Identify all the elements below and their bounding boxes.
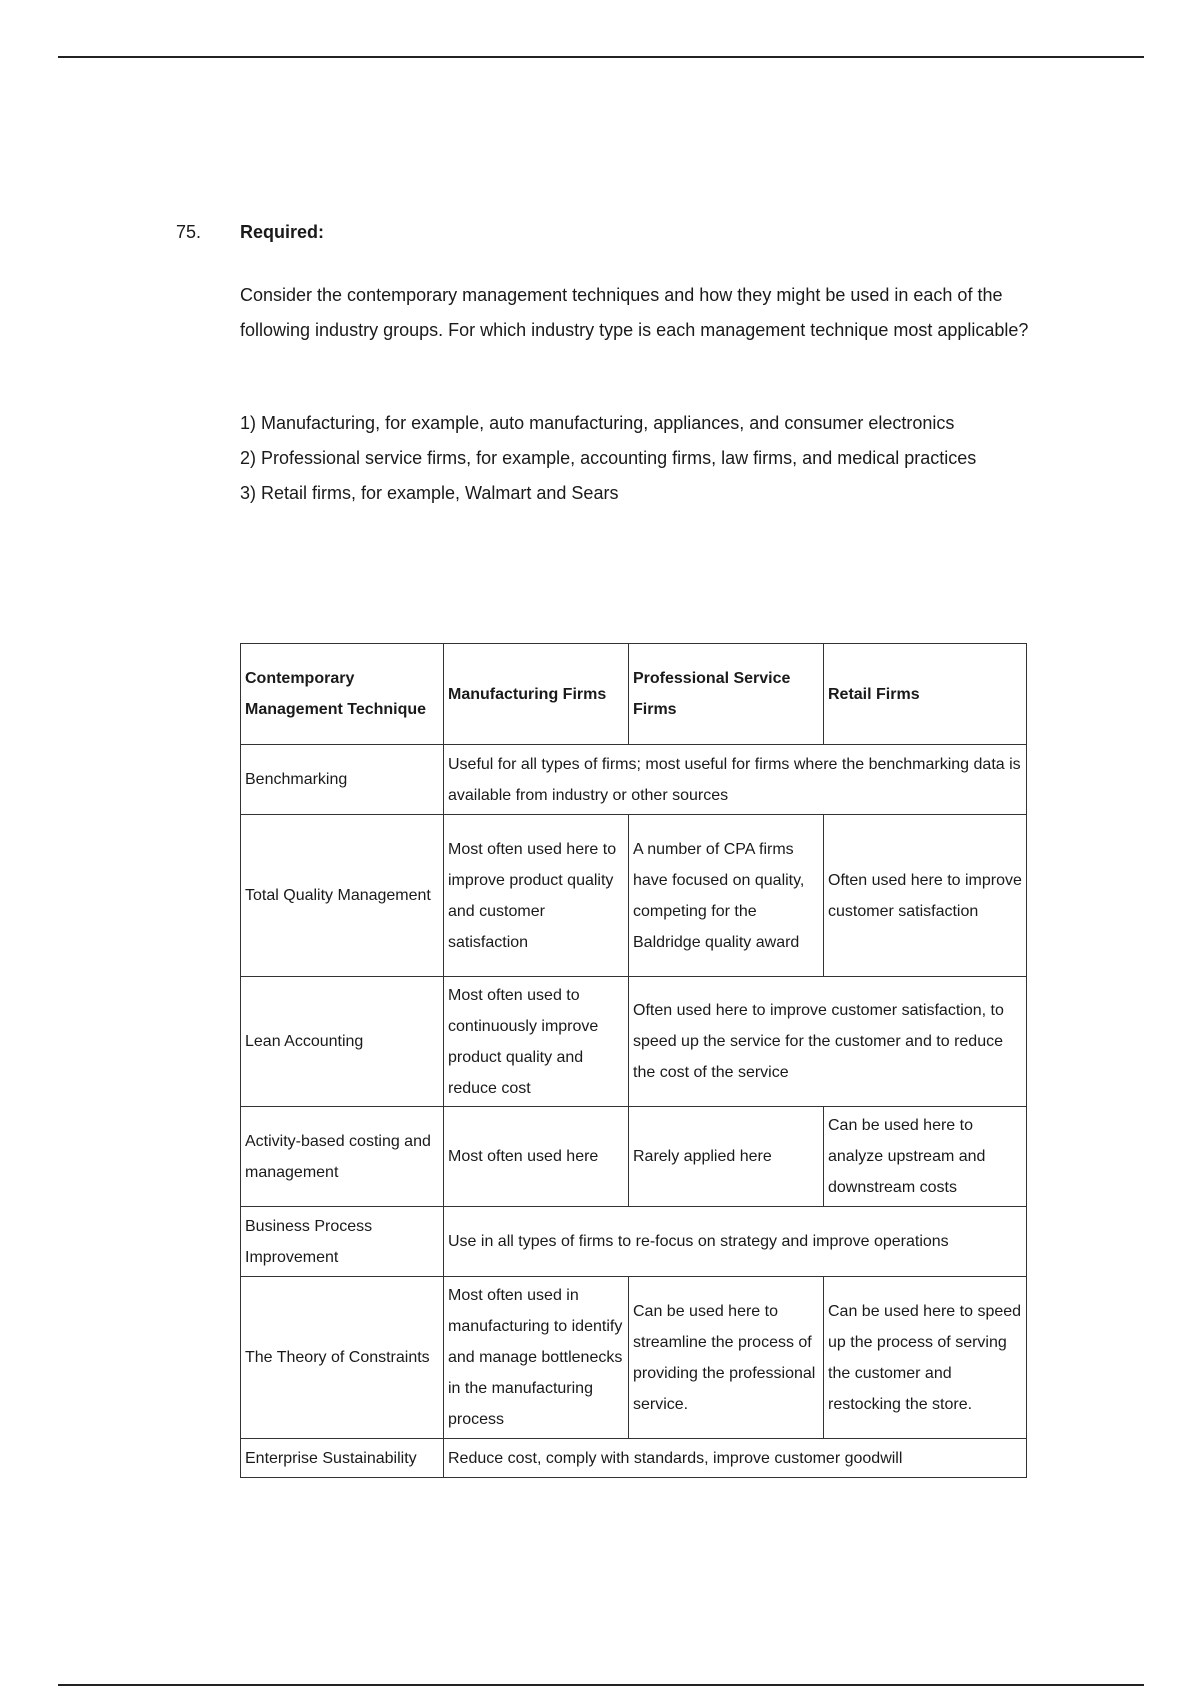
header-retail: Retail Firms xyxy=(824,644,1027,745)
table-row xyxy=(241,977,1027,1107)
manufacturing-cell: Most often used here xyxy=(444,1107,629,1207)
question-number: 75. xyxy=(176,222,202,242)
industry-item: 2) Professional service firms, for example, accounting firms, law firms, and medical practices xyxy=(240,448,977,468)
table-row xyxy=(241,745,1027,815)
bottom-rule xyxy=(58,1684,1144,1686)
table-row xyxy=(241,1207,1027,1277)
management-techniques-table xyxy=(240,643,1027,1478)
all-firms-cell: Reduce cost, comply with standards, improve customer goodwill xyxy=(444,1439,1027,1478)
technique-cell: Benchmarking xyxy=(241,745,444,815)
industry-item: 3) Retail firms, for example, Walmart and Sears xyxy=(240,483,619,503)
professional-cell: A number of CPA firms have focused on quality, competing for the Baldridge quality award xyxy=(629,815,824,977)
technique-cell: Lean Accounting xyxy=(241,977,444,1107)
technique-cell: Business Process Improvement xyxy=(241,1207,444,1277)
industry-list xyxy=(240,406,976,511)
question-heading: Required: xyxy=(240,222,325,242)
professional-cell: Rarely applied here xyxy=(629,1107,824,1207)
retail-cell: Can be used here to speed up the process of serving the customer and restocking the store. xyxy=(824,1277,1027,1439)
service-and-retail-cell: Often used here to improve customer satisfaction, to speed up the service for the customer and to reduce the cost of the service xyxy=(629,977,1027,1107)
retail-cell: Often used here to improve customer satisfaction xyxy=(824,815,1027,977)
table-row xyxy=(241,815,1027,977)
top-rule xyxy=(58,56,1144,58)
header-technique: Contemporary Management Technique xyxy=(241,644,444,745)
manufacturing-cell: Most often used to continuously improve product quality and reduce cost xyxy=(444,977,629,1107)
manufacturing-cell: Most often used here to improve product quality and customer satisfaction xyxy=(444,815,629,977)
technique-cell: Total Quality Management xyxy=(241,815,444,977)
table-row xyxy=(241,1439,1027,1478)
all-firms-cell: Use in all types of firms to re-focus on strategy and improve operations xyxy=(444,1207,1027,1277)
professional-cell: Can be used here to streamline the process of providing the professional service. xyxy=(629,1277,824,1439)
retail-cell: Can be used here to analyze upstream and downstream costs xyxy=(824,1107,1027,1207)
all-firms-cell: Useful for all types of firms; most useful for firms where the benchmarking data is available from industry or other sources xyxy=(444,745,1027,815)
technique-cell: Activity-based costing and management xyxy=(241,1107,444,1207)
manufacturing-cell: Most often used in manufacturing to identify and manage bottlenecks in the manufacturing process xyxy=(444,1277,629,1439)
header-manufacturing: Manufacturing Firms xyxy=(444,644,629,745)
header-professional-service: Professional Service Firms xyxy=(629,644,824,745)
table-row xyxy=(241,1277,1027,1439)
technique-cell: The Theory of Constraints xyxy=(241,1277,444,1439)
table-row xyxy=(241,1107,1027,1207)
question-prompt: Consider the contemporary management techniques and how they might be used in each of the following industry groups. For which industry type is each management technique most applicable? xyxy=(240,285,1029,340)
technique-cell: Enterprise Sustainability xyxy=(241,1439,444,1478)
table-header-row xyxy=(241,644,1027,745)
industry-item: 1) Manufacturing, for example, auto manufacturing, appliances, and consumer electronics xyxy=(240,413,955,433)
